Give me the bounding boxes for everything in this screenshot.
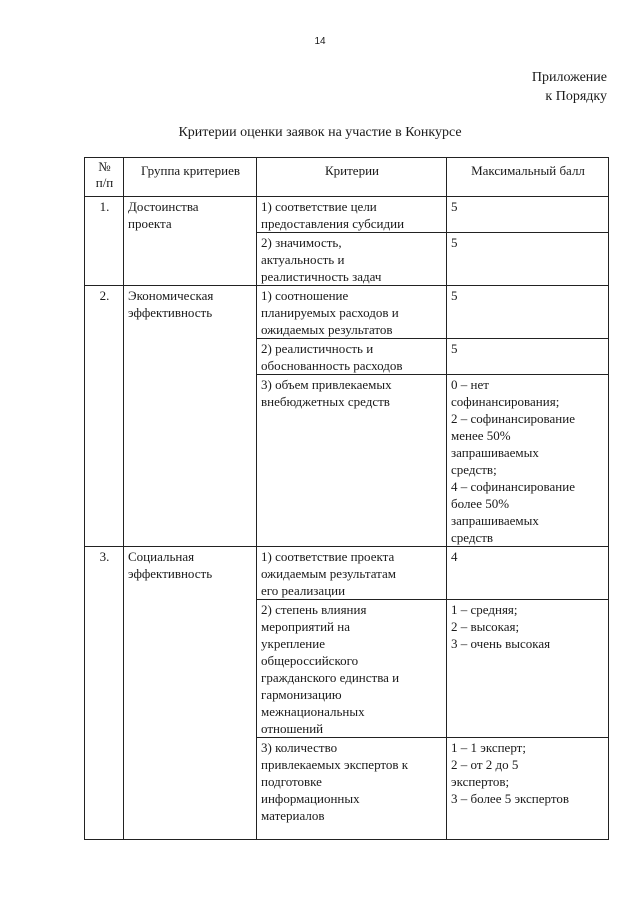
- table-row: [85, 286, 609, 339]
- header-criteria: Критерии: [257, 158, 447, 197]
- header-max-score: Максимальный балл: [447, 158, 609, 197]
- score-cell: 5: [447, 286, 609, 339]
- group-name: [124, 547, 257, 840]
- criterion-cell: 1) соотношение планируемых расходов и ожидаемых результатов: [257, 286, 447, 339]
- group-name-text: Достоинства проекта: [128, 199, 199, 231]
- criterion-cell: 2) степень влияния мероприятий на укрепление общероссийского гражданского единства и гармонизацию межнациональных отношений: [257, 600, 447, 738]
- score-cell: 4: [447, 547, 609, 600]
- criteria-table: [84, 157, 609, 840]
- group-number: 2.: [85, 286, 124, 547]
- group-number: 3.: [85, 547, 124, 840]
- score-cell: 5: [447, 233, 609, 286]
- appendix-note: [532, 68, 607, 106]
- score-cell: 5: [447, 197, 609, 233]
- score-cell: 1 – 1 эксперт; 2 – от 2 до 5 экспертов; 3 – более 5 экспертов: [447, 738, 609, 840]
- header-num: № п/п: [85, 158, 124, 197]
- group-name: [124, 197, 257, 286]
- criterion-cell: 3) объем привлекаемых внебюджетных средств: [257, 375, 447, 547]
- criterion-cell: 3) количество привлекаемых экспертов к подготовке информационных материалов: [257, 738, 447, 840]
- criterion-cell: 2) значимость, актуальность и реалистичность задач: [257, 233, 447, 286]
- score-cell: 1 – средняя; 2 – высокая; 3 – очень высокая: [447, 600, 609, 738]
- criterion-cell: 1) соответствие цели предоставления субсидии: [257, 197, 447, 233]
- group-name: [124, 286, 257, 547]
- group-name-text: Экономическая эффективность: [128, 288, 214, 320]
- appendix-line-2: к Порядку: [545, 89, 607, 104]
- table-row: [85, 197, 609, 233]
- group-name-text: Социальная эффективность: [128, 549, 213, 581]
- criterion-cell: 2) реалистичность и обоснованность расходов: [257, 339, 447, 375]
- page-number: 14: [314, 36, 326, 47]
- group-number: 1.: [85, 197, 124, 286]
- table-header-row: [85, 158, 609, 197]
- table-row: [85, 547, 609, 600]
- criterion-cell: 1) соответствие проекта ожидаемым результатам его реализации: [257, 547, 447, 600]
- header-group: Группа критериев: [124, 158, 257, 197]
- appendix-line-1: Приложение: [531, 70, 607, 85]
- document-title: Критерии оценки заявок на участие в Конкурсе: [178, 125, 462, 140]
- score-cell: 5: [447, 339, 609, 375]
- score-cell: 0 – нет софинансирования; 2 – софинансирование менее 50% запрашиваемых средств; 4 – софинансирование более 50% запрашиваемых средств: [447, 375, 609, 547]
